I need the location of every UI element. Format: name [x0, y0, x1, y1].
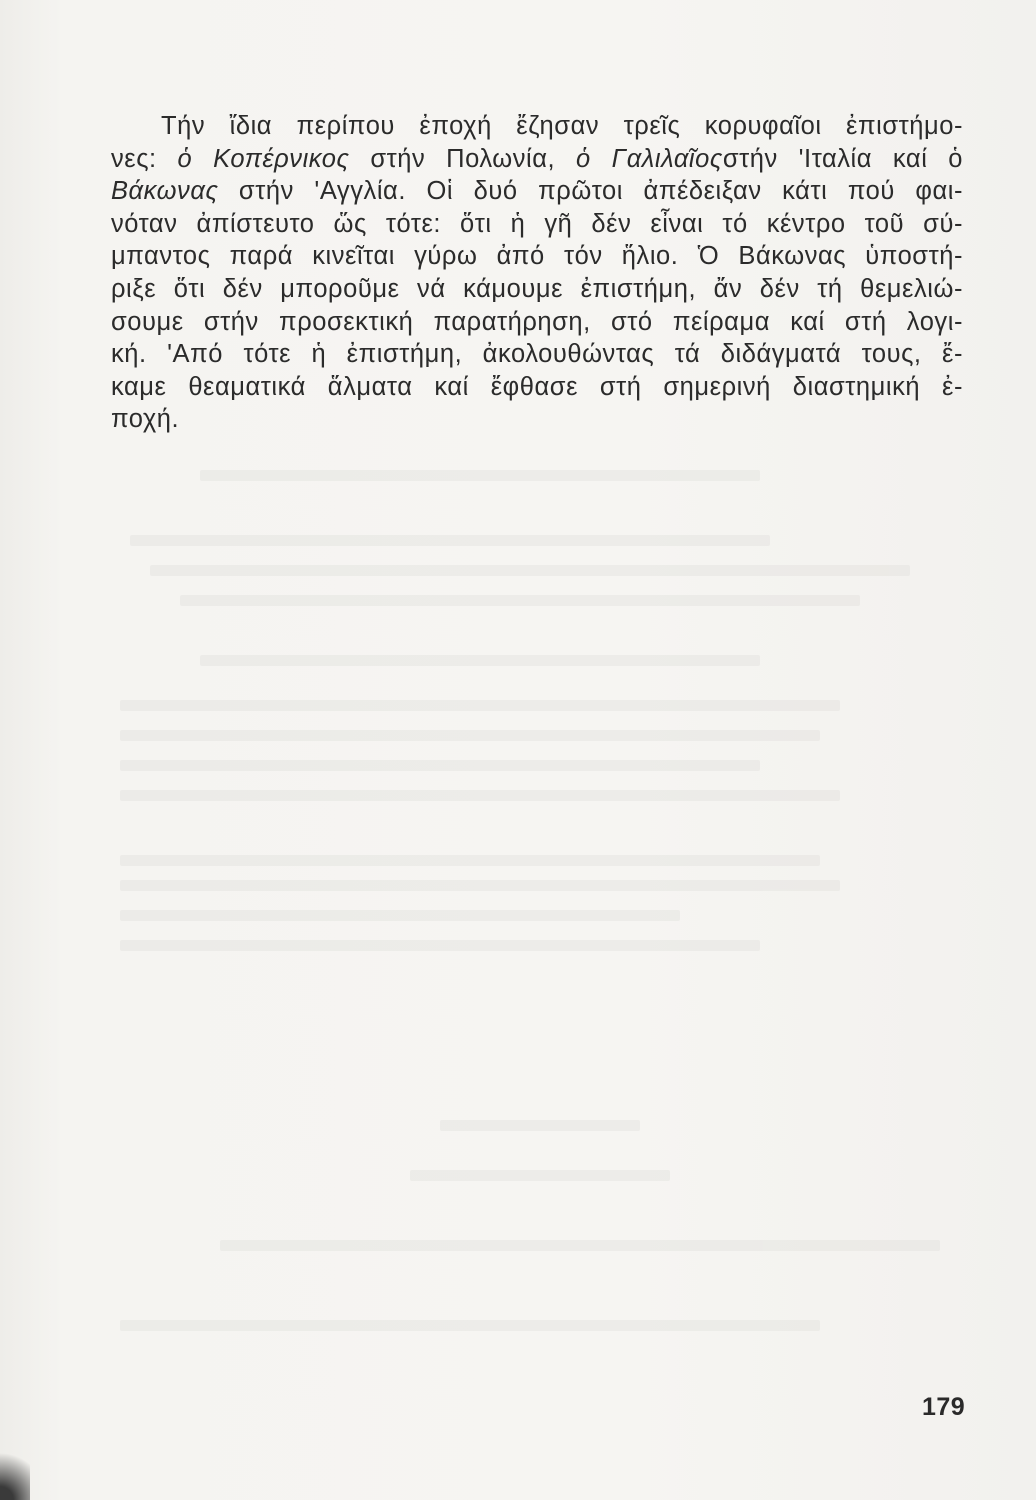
text-line: σουμε στήν προσεκτική παρατήρηση, στό πείραμα καί στή λογι- — [111, 307, 963, 336]
text-line: ποχή. — [111, 405, 180, 434]
text-line: κή. 'Από τότε ἡ ἐπιστήμη, ἀκολουθώντας τά διδάγματά τους, ἔ- — [111, 340, 963, 369]
page-number: 179 — [922, 1393, 966, 1421]
text-line: Τήν ἴδια περίπου ἐποχή ἔζησαν τρεῖς κορυφαῖοι ἐπιστήμο- — [161, 112, 963, 140]
scan-shadow — [0, 1440, 30, 1500]
body-paragraph — [111, 110, 963, 436]
italic-name: Βάκωνας — [111, 177, 219, 206]
text-line: μπαντος παρά κινεῖται γύρω ἀπό τόν ἥλιο. Ὁ Βάκωνας ὑποστή- — [111, 242, 963, 271]
italic-name: ὁ Γαλιλαῖος — [576, 144, 723, 173]
show-through-background — [120, 460, 960, 1360]
text-line: καμε θεαματικά ἅλματα καί ἔφθασε στή σημερινή διαστημική ἐ- — [111, 372, 963, 401]
text-line: νόταν ἀπίστευτο ὥς τότε: ὅτι ἡ γῆ δέν εἶναι τό κέντρο τοῦ σύ- — [111, 209, 963, 238]
text-line: Βάκωνας στήν 'Αγγλία. Οἱ δυό πρῶτοι ἀπέδειξαν κάτι πού φαι- — [111, 177, 963, 206]
text-line: νες: ὁ Κοπέρνικος στήν Πολωνία, ὁ Γαλιλαῖοςστήν 'Ιταλία καί ὁ — [111, 144, 963, 173]
italic-name: ὁ Κοπέρνικος — [177, 144, 350, 173]
text-line: ριξε ὅτι δέν μποροῦμε νά κάμουμε ἐπιστήμη, ἄν δέν τή θεμελιώ- — [111, 274, 963, 303]
